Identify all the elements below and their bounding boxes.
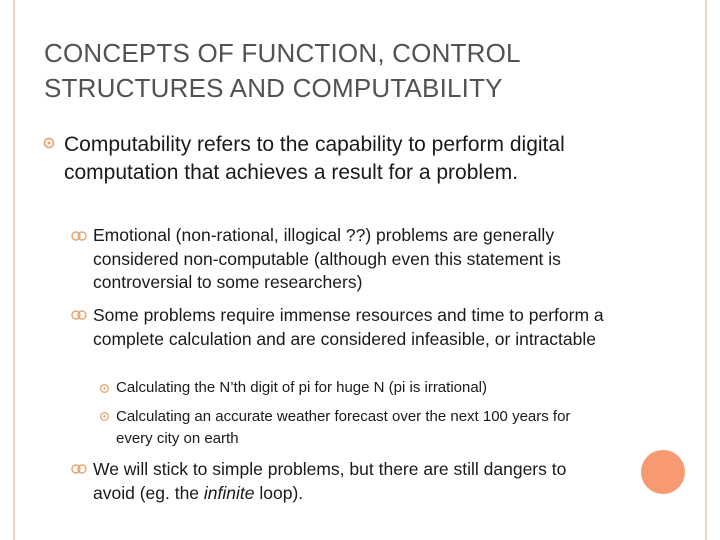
left-decorative-rule <box>13 0 15 540</box>
bullet-computability: Computability refers to the capability to perform digital computation that achieves a result for a problem. <box>64 133 565 184</box>
final-text-emphasis: infinite <box>203 482 255 503</box>
subsubbullet-pi: Calculating the N’th digit of pi for huge N (pi is irrational) <box>116 379 488 396</box>
right-decorative-rule <box>705 0 707 540</box>
slide-title: CONCEPTS OF FUNCTION, CONTROL STRUCTURES AND COMPUTABILITY <box>44 38 520 103</box>
final-text-after: loop). <box>254 482 304 503</box>
subbullet-simple-problems <box>93 458 573 505</box>
double-sun-bullet-icon <box>70 463 88 475</box>
accent-circle <box>641 450 685 494</box>
subbullet-resources: Some problems require immense resources and time to perform a complete calculation and are considered infeasible, or intractable <box>93 305 604 349</box>
double-sun-bullet-icon <box>70 230 88 242</box>
small-sun-bullet-icon <box>99 411 110 422</box>
subbullet-emotional: Emotional (non-rational, illogical ??) problems are generally considered non-computable (although even this statement is controversial to some researchers) <box>93 225 561 292</box>
final-text-before: We will stick to simple problems, but there are still dangers to avoid (eg. the <box>93 459 567 503</box>
sun-bullet-icon <box>42 136 56 150</box>
double-sun-bullet-icon <box>70 309 88 321</box>
subsubbullet-weather: Calculating an accurate weather forecast over the next 100 years for every city on earth <box>116 408 571 447</box>
small-sun-bullet-icon <box>99 383 110 394</box>
